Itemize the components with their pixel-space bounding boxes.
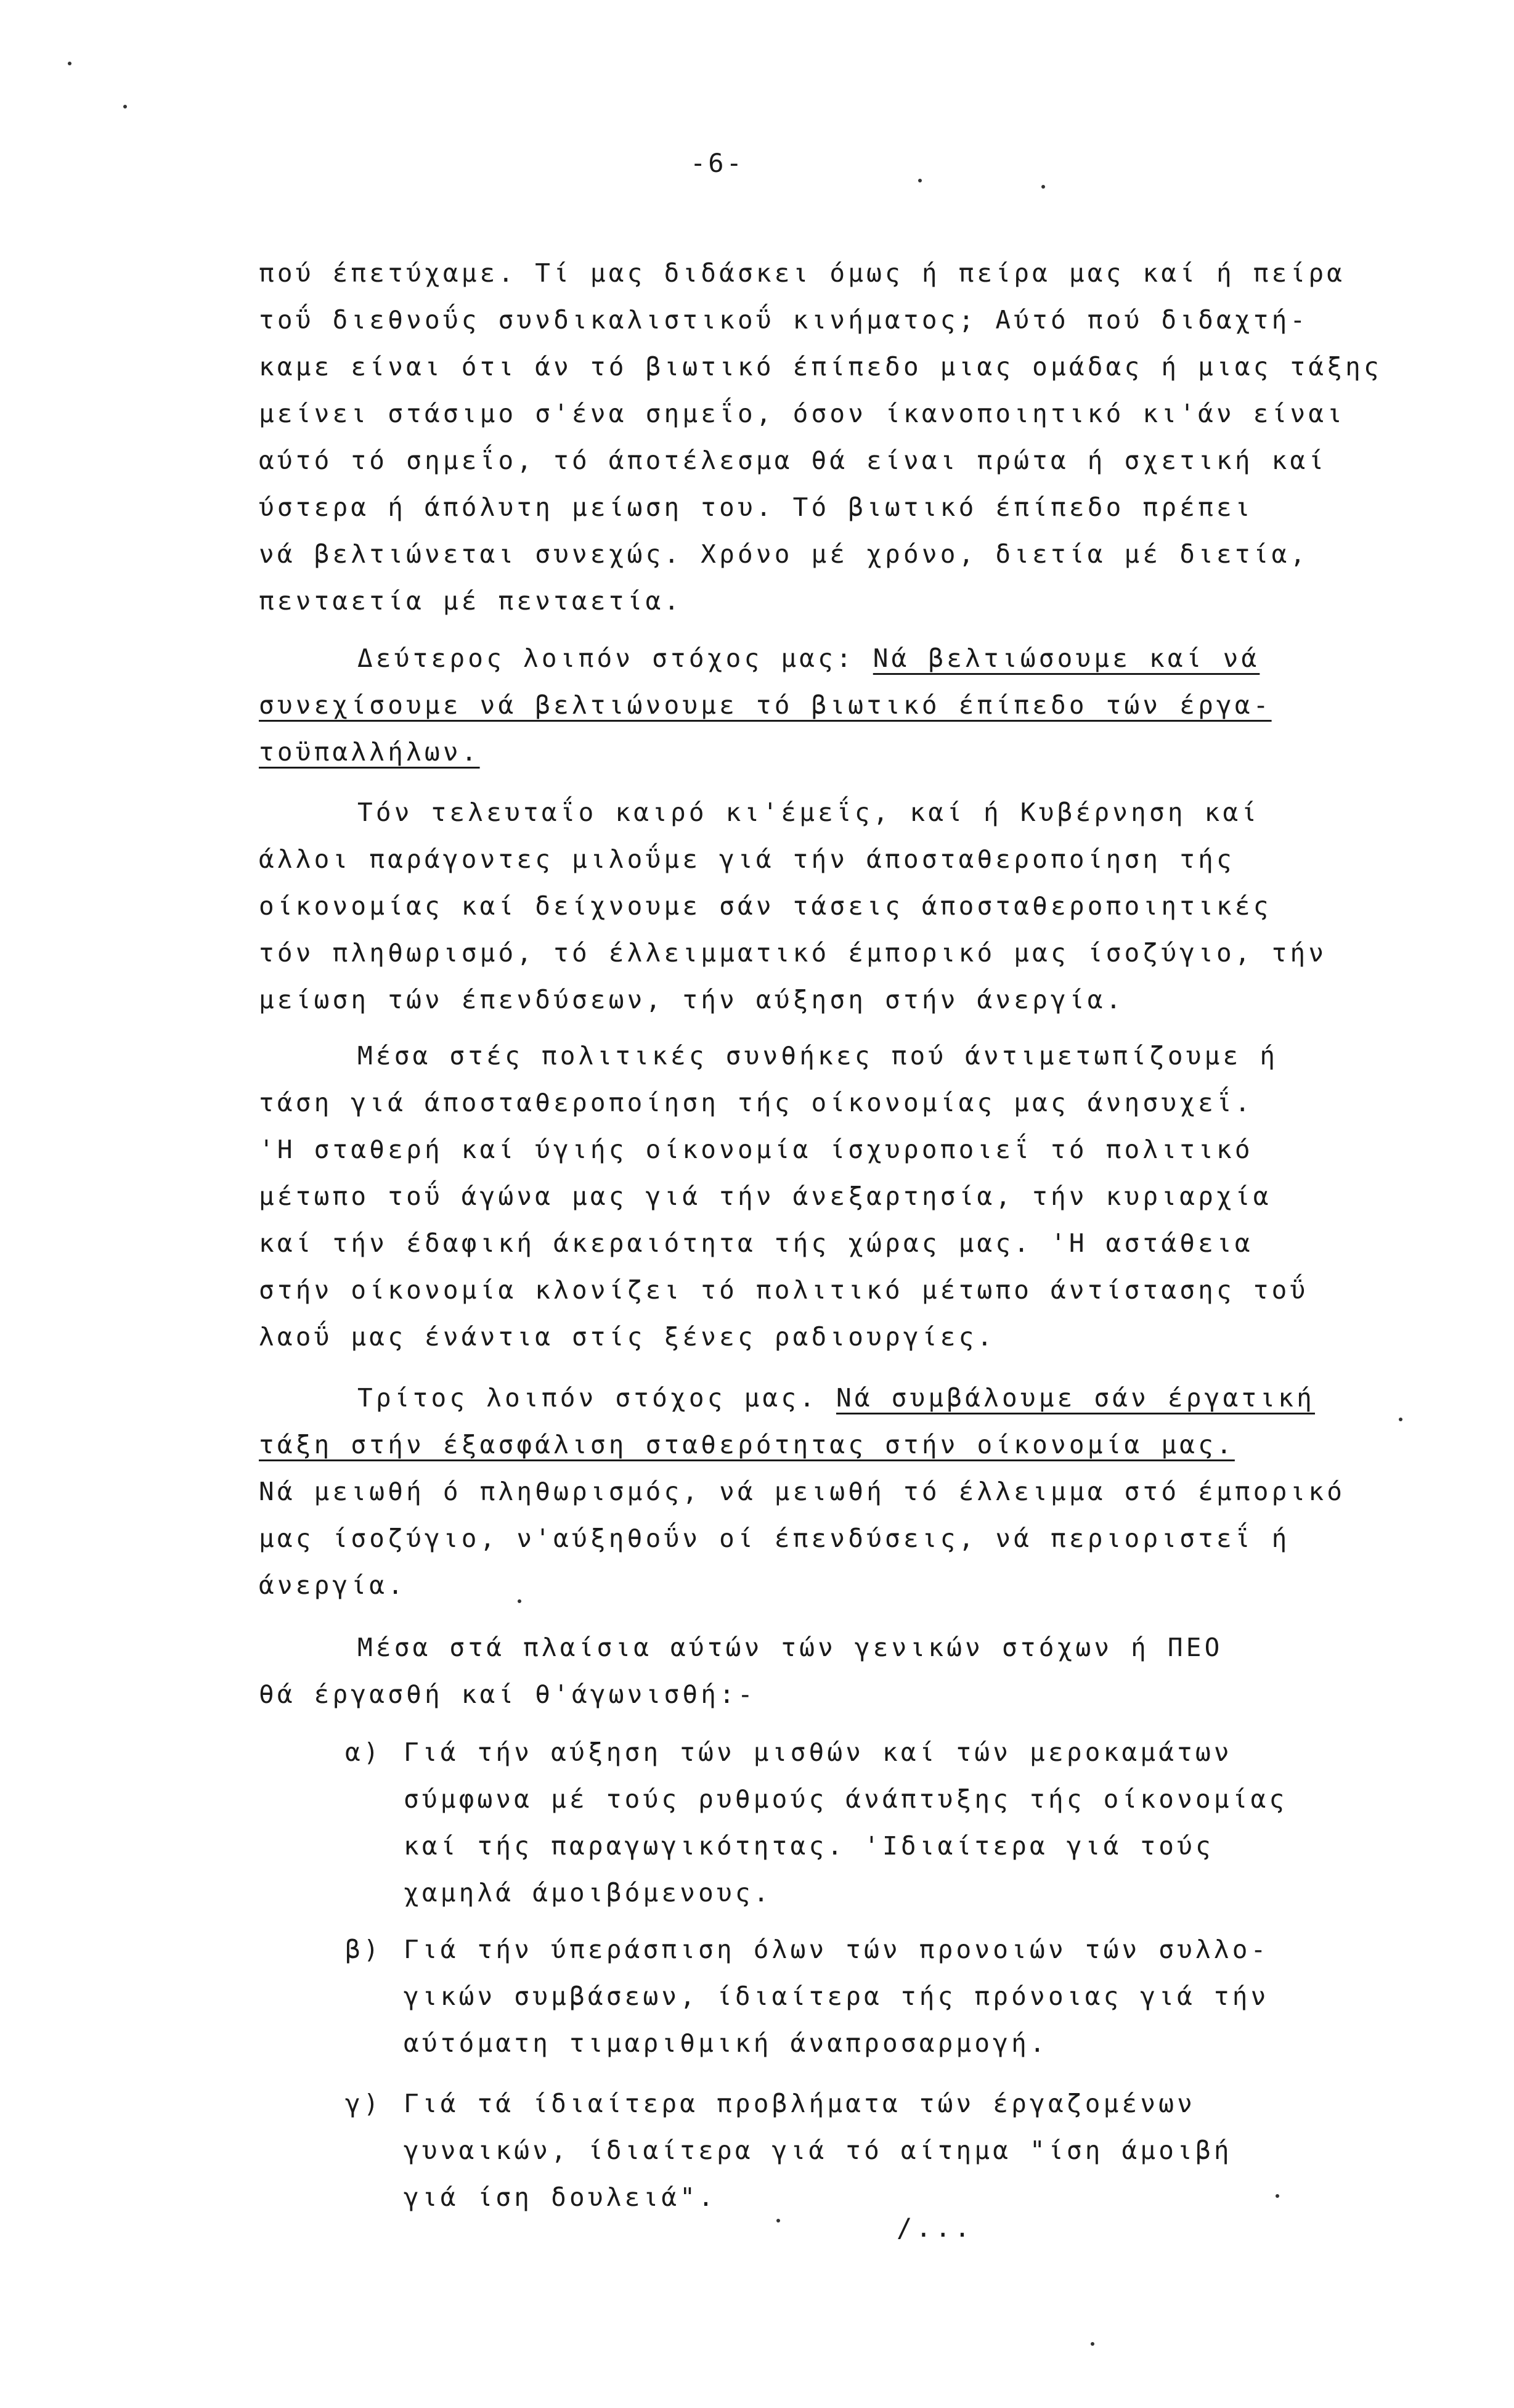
scan-speck bbox=[1276, 2194, 1279, 2198]
text-line bbox=[259, 635, 1343, 682]
underlined-text: τοϋπαλλήλων. bbox=[259, 737, 480, 767]
text-line: θά έργασθή καί θ'άγωνισθή:- bbox=[259, 1679, 756, 1709]
paragraph-lead: Δεύτερος λοιπόν στόχος μας: bbox=[357, 643, 873, 673]
page-number: -6- bbox=[690, 148, 744, 178]
text-line: καί τής παραγωγικότητας. 'Ιδιαίτερα γιά τούς bbox=[404, 1831, 1214, 1861]
paragraph-5 bbox=[259, 1374, 1346, 1609]
text-line: μείωση τών έπενδύσεων, τήν αύξηση στήν άνεργία. bbox=[259, 985, 1125, 1014]
underlined-text: συνεχίσουμε νά βελτιώνουμε τό βιωτικό έπίπεδο τών έργα- bbox=[259, 690, 1272, 720]
text-line: Μέσα στά πλαίσια αύτών τών γενικών στόχων ή ΠΕΟ bbox=[357, 1633, 1223, 1662]
list-item-label: β) bbox=[345, 1935, 382, 1964]
text-line: άνεργία. bbox=[259, 1570, 407, 1600]
scan-speck bbox=[68, 62, 71, 65]
text-line: άλλοι παράγοντες μιλοΰμε γιά τήν άποσταθεροποίηση τής bbox=[259, 844, 1235, 874]
scan-speck bbox=[123, 105, 127, 108]
text-line: Νά μειωθή ό πληθωρισμός, νά μειωθή τό έλλειμμα στό έμπορικό bbox=[259, 1477, 1346, 1506]
text-line: τάση γιά άποσταθεροποίηση τής οίκονομίας μας άνησυχεΐ. bbox=[259, 1088, 1253, 1117]
continuation-mark: /... bbox=[897, 2213, 974, 2243]
text-line: Μέσα στές πολιτικές συνθήκες πού άντιμετωπίζουμε ή bbox=[357, 1041, 1279, 1071]
list-item-label: γ) bbox=[345, 2089, 382, 2118]
paragraph-1 bbox=[259, 250, 1382, 624]
paragraph-lead: Τρίτος λοιπόν στόχος μας. bbox=[357, 1383, 836, 1413]
text-line: τοΰ διεθνοΰς συνδικαλιστικοΰ κινήματος; Αύτό πού διδαχτή- bbox=[259, 305, 1309, 335]
text-line: μας ίσοζύγιο, ν'αύξηθοΰν οί έπενδύσεις, νά περιοριστεΐ ή bbox=[259, 1524, 1290, 1553]
text-line: καί τήν έδαφική άκεραιότητα τής χώρας μας. 'Η αστάθεια bbox=[259, 1228, 1253, 1258]
scan-speck bbox=[1091, 2342, 1094, 2346]
paragraph-4 bbox=[259, 1032, 1343, 1360]
text-line: πενταετία μέ πενταετία. bbox=[259, 586, 683, 616]
text-line: χαμηλά άμοιβόμενους. bbox=[404, 1878, 772, 1908]
paragraph-3 bbox=[259, 789, 1343, 1023]
text-line: ύστερα ή άπόλυτη μείωση του. Τό βιωτικό έπίπεδο πρέπει bbox=[259, 492, 1253, 522]
scan-speck bbox=[776, 2219, 780, 2222]
scan-speck bbox=[1041, 185, 1045, 189]
scan-speck bbox=[518, 1599, 521, 1603]
text-line: Γιά τήν ύπεράσπιση όλων τών προνοιών τών συλλο- bbox=[404, 1935, 1269, 1964]
text-line: καμε είναι ότι άν τό βιωτικό έπίπεδο μιας ομάδας ή μιας τάξης bbox=[259, 352, 1382, 382]
text-line: πού έπετύχαμε. Τί μας διδάσκει όμως ή πείρα μας καί ή πείρα bbox=[259, 258, 1346, 288]
underlined-text: Νά βελτιώσουμε καί νά bbox=[873, 643, 1260, 673]
text-line: Γιά τήν αύξηση τών μισθών καί τών μεροκαμάτων bbox=[404, 1737, 1232, 1767]
text-line: γιά ίση δουλειά". bbox=[404, 2182, 717, 2212]
text-line: μέτωπο τοΰ άγώνα μας γιά τήν άνεξαρτησία, τήν κυριαρχία bbox=[259, 1182, 1272, 1211]
text-line bbox=[259, 1374, 1343, 1421]
text-line: 'Η σταθερή καί ύγιής οίκονομία ίσχυροποιεΐ τό πολιτικό bbox=[259, 1135, 1253, 1164]
scan-speck bbox=[1399, 1418, 1402, 1421]
text-line: αύτόματη τιμαριθμική άναπροσαρμογή. bbox=[404, 2028, 1048, 2058]
text-line: Γιά τά ίδιαίτερα προβλήματα τών έργαζομένων bbox=[404, 2089, 1196, 2118]
paragraph-6 bbox=[259, 1624, 1343, 1718]
text-line: στήν οίκονομία κλονίζει τό πολιτικό μέτωπο άντίστασης τοΰ bbox=[259, 1275, 1309, 1305]
text-line: οίκονομίας καί δείχνουμε σάν τάσεις άποσταθεροποιητικές bbox=[259, 891, 1272, 921]
text-line: μείνει στάσιμο σ'ένα σημεΐο, όσον ίκανοποιητικό κι'άν είναι bbox=[259, 399, 1346, 428]
paragraph-2 bbox=[259, 635, 1343, 775]
text-line: γυναικών, ίδιαίτερα γιά τό αίτημα "ίση άμοιβή bbox=[404, 2136, 1232, 2165]
text-line: Τόν τελευταΐο καιρό κι'έμεΐς, καί ή Κυβέρνηση καί bbox=[357, 798, 1260, 827]
text-line: λαοΰ μας ένάντια στίς ξένες ραδιουργίες. bbox=[259, 1322, 996, 1352]
underlined-text: Νά συμβάλουμε σάν έργατική bbox=[836, 1383, 1315, 1413]
text-line: αύτό τό σημεΐο, τό άποτέλεσμα θά είναι πρώτα ή σχετική καί bbox=[259, 446, 1327, 475]
text-line: σύμφωνα μέ τούς ρυθμούς άνάπτυξης τής οίκονομίας bbox=[404, 1784, 1288, 1814]
text-line: γικών συμβάσεων, ίδιαίτερα τής πρόνοιας γιά τήν bbox=[404, 1981, 1269, 2011]
text-line: νά βελτιώνεται συνεχώς. Χρόνο μέ χρόνο, διετία μέ διετία, bbox=[259, 539, 1309, 569]
list-item-label: α) bbox=[345, 1737, 382, 1767]
text-line: τόν πληθωρισμό, τό έλλειμματικό έμπορικό μας ίσοζύγιο, τήν bbox=[259, 938, 1327, 968]
underlined-text: τάξη στήν έξασφάλιση σταθερότητας στήν οίκονομία μας. bbox=[259, 1430, 1235, 1459]
scan-speck bbox=[918, 179, 922, 182]
